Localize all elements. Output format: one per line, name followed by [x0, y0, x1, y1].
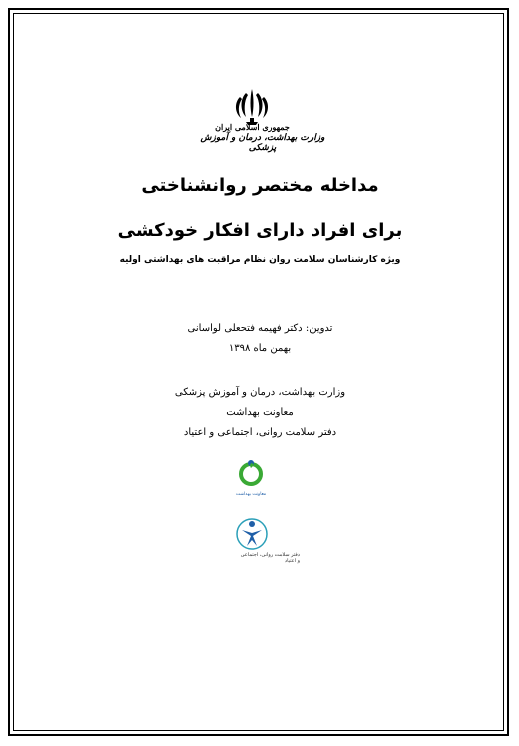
author-line: تدوین: دکتر فهیمه فتحعلی لواسانی — [187, 323, 333, 334]
organization-office: دفتر سلامت روانی، اجتماعی و اعتیاد — [183, 427, 337, 438]
page-title-line1: مداخله مختصر روانشناختی — [141, 175, 379, 196]
page-title-line2: برای افراد دارای افکار خودکشی — [117, 220, 403, 241]
date-line: بهمن ماه ۱۳۹۸ — [228, 343, 292, 354]
mental-health-caption-line1: دفتر سلامت روانی، اجتماعی — [240, 552, 300, 558]
organization-deputy: معاونت بهداشت — [226, 407, 294, 418]
health-deputy-logo-icon — [236, 459, 266, 499]
mental-health-office-caption — [240, 552, 300, 564]
ministry-line-country: جمهوری اسلامی ایران — [215, 122, 290, 132]
mental-health-caption-line2: و اعتیاد — [284, 558, 300, 564]
ministry-line-name: وزارت بهداشت، درمان و آموزش پزشکی — [200, 133, 325, 153]
mental-health-office-logo-icon — [234, 516, 270, 552]
organization-ministry: وزارت بهداشت، درمان و آموزش پزشکی — [174, 387, 346, 398]
health-deputy-caption: معاونت بهداشت — [236, 492, 266, 497]
page-subtitle: ویژه کارشناسان سلامت روان نظام مراقبت های بهداشتی اولیه — [119, 255, 401, 265]
